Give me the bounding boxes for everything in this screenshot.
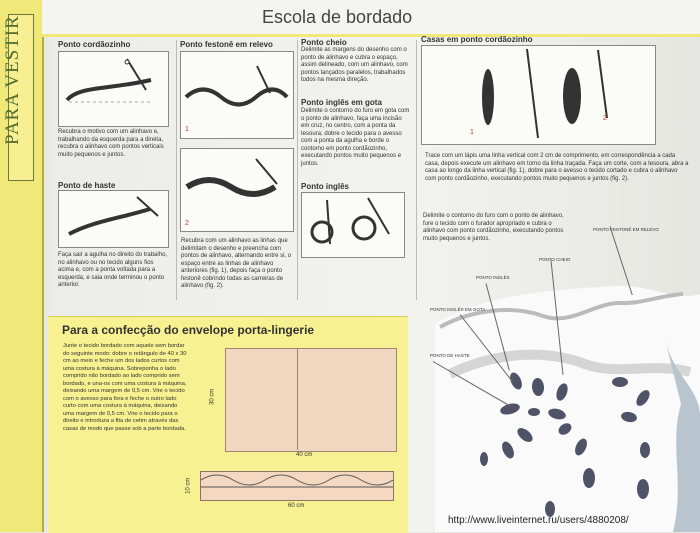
festone-text: Recubra com um alinhavo as linhas que delimitam o desenho e preencha com pontos de alinhavo, alternando entre si, o espaço entre as linhas de alinhavo anteriores (fig. 1), depois faça o ponto festonê cobrindo todas as carreiras de alinhavo (fig. 2).: [181, 238, 292, 289]
ingles-title: Ponto inglês: [301, 182, 349, 191]
embroidered-trim-pattern: [200, 471, 394, 501]
label-haste: PONTO DE HASTE: [430, 353, 470, 358]
casas-illustration: [421, 45, 656, 145]
gota-title: Ponto inglês em gota: [301, 98, 382, 107]
needle-thread-icon: [59, 52, 168, 126]
label-gota: PONTO INGLÊS EM GOTA: [430, 307, 486, 312]
column-divider: [176, 40, 177, 300]
eyelet-icon: [302, 193, 404, 257]
figure-number: 2: [603, 115, 607, 122]
envelope-width: 40 cm: [296, 452, 313, 458]
casas-text: Trace com um lápis uma linha vertical com 2 cm de comprimento, em correspondência a cada casa, depois execute um alinhavo em torno da linha traçada. Faça um corte, com a tesoura, abra a casa ao longo da linha vertical (fig. 1), dobre para o avesso o tecido cortado e cubra o alinhavo com ponto cordãozinho, executando pontos muito pequenos e juntos (fig. 2).: [425, 153, 689, 182]
casas-title: Casas em ponto cordãozinho: [421, 35, 533, 44]
envelope-height: 30 cm: [209, 388, 216, 405]
envelope-fold-line: [297, 348, 298, 450]
label-cheio: PONTO CHEIO: [539, 257, 571, 262]
scallop-stitch-icon: [181, 52, 293, 138]
cheio-text: Delimite as margens do desenho com o ponto de alinhavo e cubra o espaço, assim delineado, com um alinhavo, com pontos lançados paralelos, trabalhados todos na mesma direção.: [301, 47, 408, 83]
scallop-border-icon: [201, 472, 393, 500]
cordao-title: Ponto cordãozinho: [58, 40, 131, 49]
gota-text: Delimite o contorno do furo em gota com o ponto de alinhavo, faça uma incisão em cruz, no centro, com a ponta da tesoura; dobre o tecido para o avesso com a ponta da agulha e borde o contorno em ponto cordãozinho, executando pontos muito pequenos e juntos.: [301, 108, 410, 167]
trim-width: 60 cm: [288, 503, 305, 509]
ingles-illustration: [301, 192, 405, 258]
figure-number: 1: [470, 129, 474, 136]
figure-number: 2: [185, 220, 189, 227]
festone-illustration-1: [180, 51, 294, 139]
stem-stitch-icon: [59, 191, 168, 247]
haste-illustration: [58, 190, 169, 248]
scallop-stitch-icon: [181, 149, 293, 231]
festone-title: Ponto festonê em relevo: [180, 40, 273, 49]
figure-number: 1: [185, 126, 189, 133]
envelope-text: Junte o tecido bordado com aquele sem bordar do seguinte modo: dobre o retângulo de 40 x 30 cm ao meio e feche um dos lados curtos com uma costura à máquina. Sobreponha o lado comprido não bordado ao lado comprido sem bordado, e una-os com uma costura à máquina, deixando uma margem de 0,5 cm. Vire o tecido com o avesso para fora e feche o outro lado curto com uma costura à máquina, deixando uma margem de 0,5 cm. Vire o tecido para o direito e introduza a fita de cetim através das casas de modo que passe sob a parte bordada.: [63, 343, 187, 432]
label-festone: PONTO FESTONÊ EM RELEVO: [593, 227, 659, 232]
festone-illustration-2: [180, 148, 294, 232]
cordao-text: Recubra o motivo com um alinhavo e, trabalhando da esquerda para a direita, recubra o alinhavo com pontos verticais muito pequenos e juntos.: [58, 129, 164, 158]
envelope-title: Para a confecção do envelope porta-lingerie: [62, 323, 315, 337]
ingles-text: Delimite o contorno do furo com o ponto de alinhavo, fure o tecido com o furador apropriado e cubra o alinhavo com ponto cordãozinho, executando pontos muito pequenos e juntos.: [423, 213, 564, 242]
trim-height: 10 cm: [185, 477, 192, 494]
label-ingles: PONTO INGLÊS: [476, 275, 510, 280]
buttonhole-icon: [422, 46, 655, 144]
haste-text: Faça sair a agulha no direito do trabalho, no alinhavo ou no tecido alguns fios acima e, com a ponta voltada para a esquerda, e saia onde terminou o ponto anterior.: [58, 252, 168, 288]
side-title: PARA VESTIR: [2, 15, 23, 145]
envelope-pattern: [225, 348, 397, 452]
cheio-title: Ponto cheio: [301, 38, 347, 47]
watermark-url: http://www.liveinternet.ru/users/4880208/: [448, 515, 629, 526]
haste-title: Ponto de haste: [58, 181, 116, 190]
cordao-illustration: [58, 51, 169, 127]
page-title: Escola de bordado: [262, 7, 413, 27]
column-divider: [297, 40, 298, 300]
